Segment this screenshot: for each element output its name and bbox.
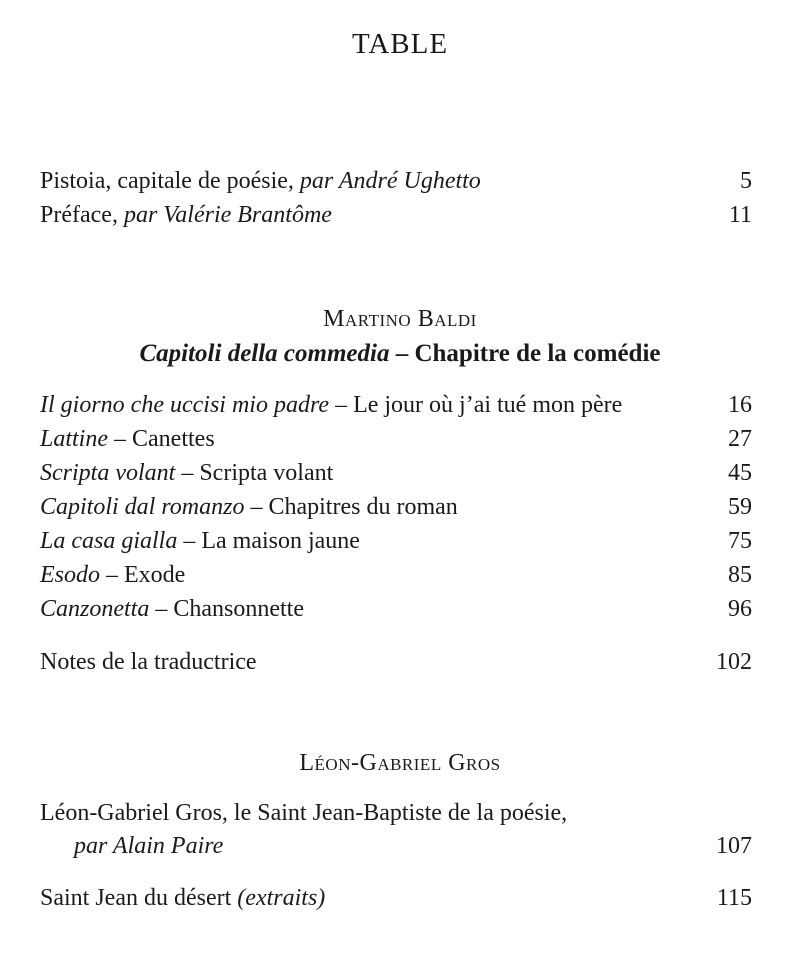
page-number: 115 xyxy=(716,885,752,911)
toc-entry[interactable] xyxy=(40,594,752,624)
entry-byline: par Alain Paire xyxy=(74,833,224,859)
page-number: 102 xyxy=(716,649,752,675)
section-author-martino-baldi: Martino Baldi xyxy=(323,306,477,332)
entry-label: Lattine – Canettes xyxy=(40,426,215,452)
page-number: 27 xyxy=(728,426,752,452)
entry-label: Notes de la traductrice xyxy=(40,649,257,675)
toc-entry-intro-2[interactable] xyxy=(40,200,752,230)
entry-label: Préface, par Valérie Brantôme xyxy=(40,202,332,228)
section-subtitle: Capitoli della commedia – Chapitre de la comédie xyxy=(139,340,661,367)
entry-label: La casa gialla – La maison jaune xyxy=(40,528,360,554)
page-number: 96 xyxy=(728,596,752,622)
entry-label: Scripta volant – Scripta volant xyxy=(40,460,334,486)
toc-entry[interactable] xyxy=(40,390,752,420)
toc-entry[interactable] xyxy=(40,560,752,590)
entry-label: Esodo – Exode xyxy=(40,562,186,588)
entry-label: Saint Jean du désert (extraits) xyxy=(40,885,326,911)
page-number: 45 xyxy=(728,460,752,486)
page-number: 107 xyxy=(716,833,752,859)
toc-entry-notes[interactable] xyxy=(40,647,752,677)
toc-entry-intro-1[interactable] xyxy=(40,166,752,196)
page-title: TABLE xyxy=(351,28,449,60)
entry-label: Pistoia, capitale de poésie, par André Ughetto xyxy=(40,168,481,194)
page-number: 85 xyxy=(728,562,752,588)
toc-entry-extract[interactable] xyxy=(40,883,752,913)
toc-entry-essay-line1[interactable] xyxy=(40,798,752,828)
toc-entry[interactable] xyxy=(40,526,752,556)
entry-label: Canzonetta – Chansonnette xyxy=(40,596,304,622)
entry-label: Il giorno che uccisi mio padre – Le jour où j’ai tué mon père xyxy=(40,392,623,418)
page-number: 75 xyxy=(728,528,752,554)
toc-entry[interactable] xyxy=(40,458,752,488)
toc-entry[interactable] xyxy=(40,424,752,454)
entry-label: Capitoli dal romanzo – Chapitres du roman xyxy=(40,494,458,520)
page-number: 5 xyxy=(740,168,752,194)
page-number: 59 xyxy=(728,494,752,520)
page-number: 16 xyxy=(728,392,752,418)
entry-label: Léon-Gabriel Gros, le Saint Jean-Baptiste de la poésie, xyxy=(40,800,568,826)
page-number: 11 xyxy=(728,202,752,228)
toc-entry-essay-line2[interactable] xyxy=(40,831,752,861)
section-author-leon-gabriel-gros: Léon-Gabriel Gros xyxy=(299,750,501,776)
toc-entry[interactable] xyxy=(40,492,752,522)
